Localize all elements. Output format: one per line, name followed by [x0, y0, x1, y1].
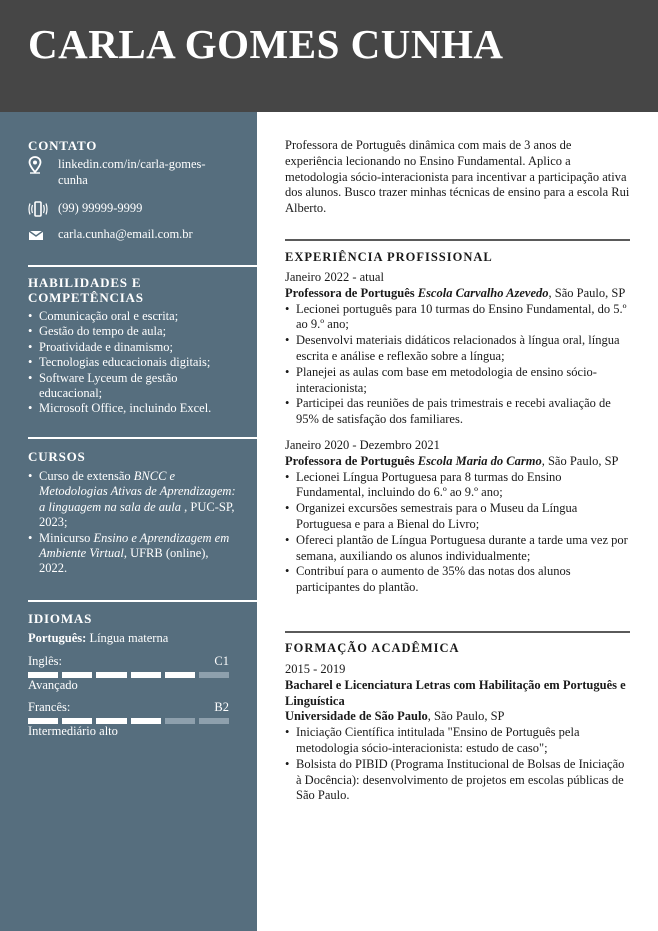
education-dates: 2015 - 2019	[285, 662, 346, 676]
level-segment-filled	[96, 672, 126, 678]
sidebar	[0, 112, 257, 931]
contact-title: CONTATO	[28, 138, 98, 153]
job-heading: Professora de Português Escola Maria do Carmo, São Paulo, SP	[285, 453, 619, 468]
list-item: • Organizei excursões semestrais para o Museu da Língua Portuguesa e para a Bienal do Livro;	[285, 501, 630, 533]
summary: Professora de Português dinâmica com mais de 3 anos de experiência lecionando no Ensino Fundamental. Aplico a metodologia sócio-interacionista para incentivar a participação ativa dos alunos. Busco trazer minhas técnicas de ensino para a escola Rui Alberto.	[285, 138, 630, 216]
level-segment-empty	[199, 672, 229, 678]
education-title: FORMAÇÃO ACADÊMICA	[285, 641, 460, 655]
level-segment-filled	[131, 672, 161, 678]
list-item: • Tecnologias educacionais digitais;	[28, 355, 238, 370]
sidebar-divider	[28, 600, 257, 602]
list-item: • Proatividade e dinamismo;	[28, 340, 238, 355]
list-item: • Bolsista do PIBID (Programa Institucional de Bolsas de Iniciação à Docência): desenvolvimento de projetos em escolas públicas de São Paulo.	[285, 757, 630, 804]
list-item: • Software Lyceum de gestão educacional;	[28, 371, 238, 402]
list-item: • Lecionei Língua Portuguesa para 8 turmas do Ensino Fundamental, incluindo do 6.º ao 9.º ano;	[285, 470, 630, 502]
contact-section	[28, 138, 238, 153]
skills-title: HABILIDADES E COMPETÊNCIAS	[28, 275, 144, 305]
level-segment-empty	[165, 718, 195, 724]
list-item: • Ofereci plantão de Língua Portuguesa durante a tarde uma vez por semana, auxiliando os alunos individualmente;	[285, 533, 630, 565]
list-item: • Microsoft Office, incluindo Excel.	[28, 401, 238, 416]
list-item: • Participei das reuniões de pais trimestrais e recebi avaliação de 95% de satisfação dos familiares.	[285, 396, 630, 428]
education-bullets	[285, 725, 630, 804]
contact-email[interactable]	[28, 226, 228, 244]
list-item: • Curso de extensão BNCC e Metodologias Ativas de Aprendizagem: a linguagem na sala de aula , PUC-SP, 2023;	[28, 469, 238, 531]
language-code: C1	[214, 654, 229, 668]
languages-section	[28, 611, 238, 738]
list-item: • Lecionei português para 10 turmas do Ensino Fundamental, do 5.º ao 9.º ano;	[285, 302, 630, 334]
skills-list	[28, 309, 238, 417]
language-french	[28, 700, 229, 715]
education-university: Universidade de São Paulo, São Paulo, SP	[285, 709, 505, 724]
sidebar-divider	[28, 437, 257, 439]
language-name: Inglês:	[28, 654, 63, 668]
job-dates: Janeiro 2020 - Dezembro 2021	[285, 437, 440, 452]
courses-title: CURSOS	[28, 449, 86, 464]
level-segment-empty	[199, 718, 229, 724]
phone-text: (99) 99999-9999	[58, 201, 143, 215]
list-item: • Comunicação oral e escrita;	[28, 309, 238, 324]
job-bullets	[285, 302, 630, 428]
job-heading: Professora de Português Escola Carvalho Azevedo, São Paulo, SP	[285, 285, 626, 300]
courses-list	[28, 469, 238, 577]
experience-title: EXPERIÊNCIA PROFISSIONAL	[285, 250, 493, 264]
email-text: carla.cunha@email.com.br	[58, 227, 193, 241]
candidate-name: CARLA GOMES CUNHA	[28, 21, 504, 67]
list-item: • Minicurso Ensino e Aprendizagem em Ambiente Virtual, UFRB (online), 2022.	[28, 531, 238, 577]
skills-section	[28, 275, 238, 417]
job-dates: Janeiro 2022 - atual	[285, 270, 384, 284]
level-segment-filled	[165, 672, 195, 678]
envelope-icon	[28, 226, 50, 244]
languages-title: IDIOMAS	[28, 611, 93, 626]
linkedin-text: linkedin.com/in/carla-gomes-cunha	[58, 157, 206, 187]
list-item: • Iniciação Científica intitulada "Ensino de Português pela metodologia sócio-interacionista: estudo de caso";	[285, 725, 630, 757]
education-section	[285, 641, 630, 804]
native-language: Português: Língua materna	[28, 631, 169, 645]
experience-section	[285, 250, 630, 596]
language-level: Intermediário alto	[28, 724, 118, 738]
section-rule	[285, 631, 630, 633]
language-level: Avançado	[28, 678, 78, 692]
contact-phone[interactable]	[28, 200, 228, 218]
list-item: • Gestão do tempo de aula;	[28, 324, 238, 339]
phone-icon	[28, 200, 50, 218]
job-entry	[285, 438, 630, 596]
section-rule	[285, 239, 630, 241]
location-pin-icon	[28, 156, 50, 174]
education-degree: Bacharel e Licenciatura Letras com Habilitação em Português e Linguística	[285, 677, 626, 708]
level-segment-filled	[131, 718, 161, 724]
sidebar-divider	[28, 265, 257, 267]
job-entry	[285, 270, 630, 428]
language-english	[28, 654, 229, 669]
list-item: • Contribuí para o aumento de 35% das notas dos alunos participantes do plantão.	[285, 564, 630, 596]
header	[0, 0, 658, 112]
list-item: • Planejei as aulas com base em metodologia de ensino sócio-interacionista;	[285, 365, 630, 397]
list-item: • Desenvolvi materiais didáticos relacionados à língua oral, língua escrita e análise e reflexão sobre a língua;	[285, 333, 630, 365]
language-name: Francês:	[28, 700, 71, 714]
job-bullets	[285, 470, 630, 596]
contact-linkedin[interactable]	[28, 156, 228, 188]
courses-section	[28, 449, 238, 577]
language-code: B2	[214, 700, 229, 714]
